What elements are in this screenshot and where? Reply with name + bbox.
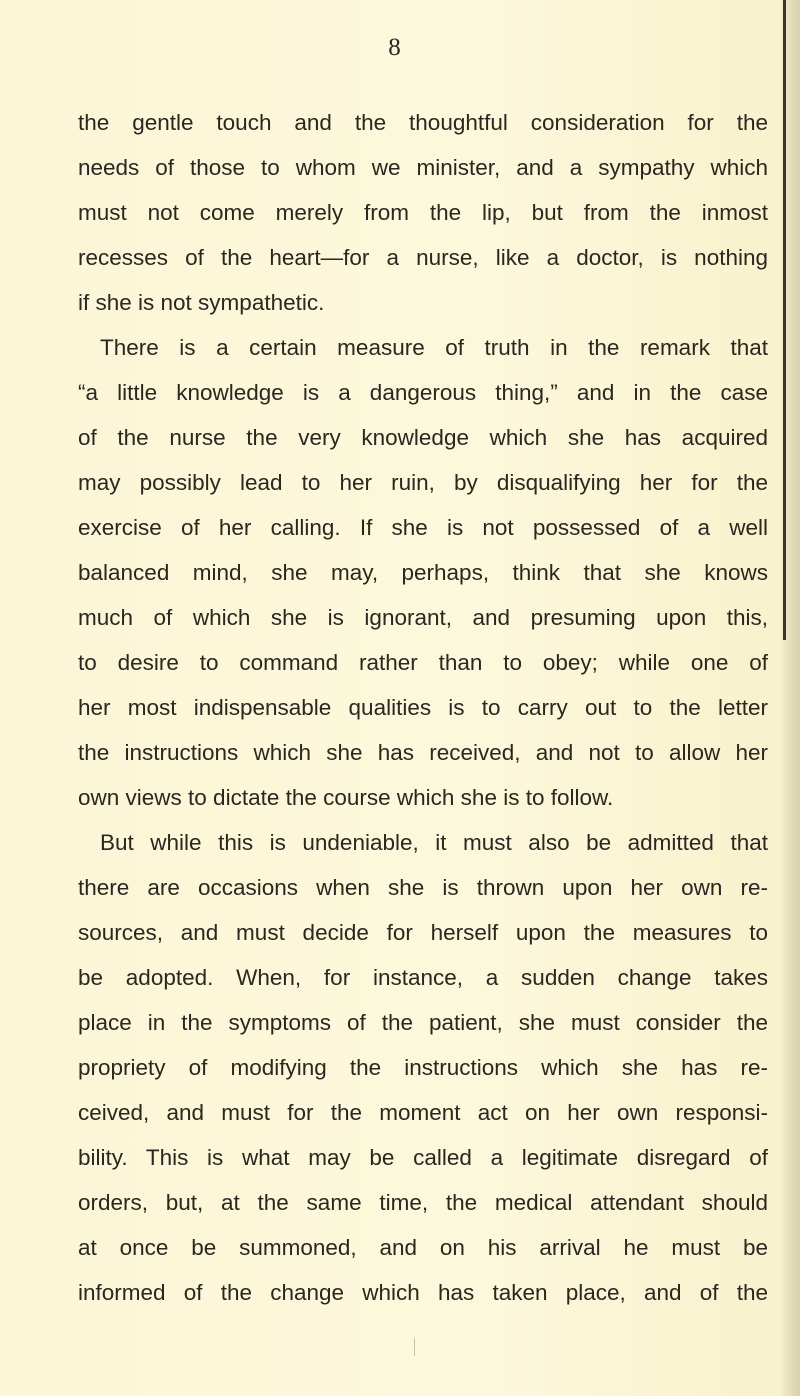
page-gutter-shadow (778, 0, 800, 1396)
text-line: own views to dictate the course which she is to follow. (78, 785, 614, 810)
text-line: the instructions which she has received, and not to allow her (78, 740, 768, 765)
page-number: 8 (388, 34, 402, 61)
text-line: informed of the change which has taken place, and of the (78, 1280, 768, 1305)
paper-mark (414, 1338, 415, 1356)
text-line: bility. This is what may be called a legitimate disregard of (78, 1145, 768, 1170)
text-line: of the nurse the very knowledge which she has acquired (78, 425, 768, 450)
text-line: “a little knowledge is a dangerous thing,” and in the case (78, 380, 768, 405)
text-line: balanced mind, she may, perhaps, think that she knows (78, 560, 768, 585)
text-line: at once be summoned, and on his arrival he must be (78, 1235, 768, 1260)
text-line: much of which she is ignorant, and presuming upon this, (78, 605, 768, 630)
text-line: may possibly lead to her ruin, by disqualifying her for the (78, 470, 768, 495)
text-line: there are occasions when she is thrown upon her own re- (78, 875, 768, 900)
text-line: must not come merely from the lip, but from the inmost (78, 200, 768, 225)
text-line: exercise of her calling. If she is not possessed of a well (78, 515, 768, 540)
text-line: if she is not sympathetic. (78, 290, 325, 315)
text-line: propriety of modifying the instructions which she has re- (78, 1055, 768, 1080)
text-line: But while this is undeniable, it must also be admitted that (100, 830, 768, 855)
text-line: ceived, and must for the moment act on her own responsi- (78, 1100, 768, 1125)
text-line: to desire to command rather than to obey; while one of (78, 650, 768, 675)
text-line: be adopted. When, for instance, a sudden change takes (78, 965, 768, 990)
text-line: place in the symptoms of the patient, she must consider the (78, 1010, 768, 1035)
body-text (78, 100, 768, 1315)
text-line: There is a certain measure of truth in the remark that (100, 335, 768, 360)
binding-edge (783, 0, 786, 640)
text-line: the gentle touch and the thoughtful consideration for the (78, 110, 768, 135)
text-line: orders, but, at the same time, the medical attendant should (78, 1190, 768, 1215)
text-line: needs of those to whom we minister, and a sympathy which (78, 155, 768, 180)
text-line: her most indispensable qualities is to carry out to the letter (78, 695, 768, 720)
text-line: sources, and must decide for herself upon the measures to (78, 920, 768, 945)
text-line: recesses of the heart—for a nurse, like a doctor, is nothing (78, 245, 768, 270)
